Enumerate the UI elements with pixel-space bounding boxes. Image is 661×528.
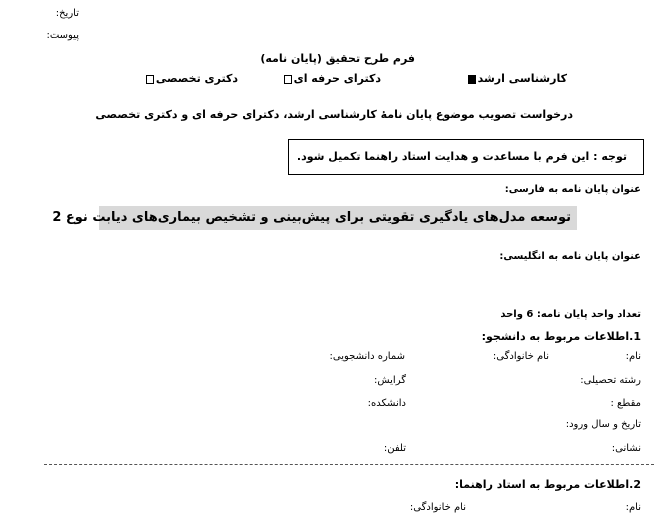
request-heading: درخواست تصویب موضوع پایان نامهٔ کارشناسی ارشد، دکترای حرفه ای و دکتری تخصصی (95, 108, 573, 121)
degree-option-label: دکتری تخصصی (155, 72, 238, 85)
checkbox-empty-icon[interactable] (146, 75, 154, 84)
title-fa-label: عنوان پایان نامه به فارسی: (504, 184, 641, 195)
attachment-label: پیوست: (46, 30, 79, 41)
degree-option-masters[interactable] (466, 72, 567, 85)
form-title: فرم طرح تحقیق (پایان نامه) (260, 52, 415, 65)
degree-option-phd[interactable] (144, 72, 238, 85)
degree-option-label: دکترای حرفه ای (293, 72, 381, 85)
student-entry-date-label: تاریخ و سال ورود: (565, 419, 641, 430)
notice-text: توجه : این فرم با مساعدت و هدایت استاد راهنما تکمیل شود. (296, 150, 627, 163)
student-orientation-label: گرایش: (374, 375, 406, 386)
notice-box (288, 139, 644, 175)
student-family-name-label: نام خانوادگی: (492, 351, 549, 362)
checkbox-empty-icon[interactable] (284, 75, 292, 84)
date-label: تاریخ: (55, 8, 79, 19)
checkbox-checked-icon[interactable] (468, 75, 476, 84)
student-address-label: نشانی: (611, 443, 641, 454)
units-text: تعداد واحد پایان نامه: 6 واحد (500, 309, 641, 320)
student-level-label: مقطع : (610, 398, 641, 409)
student-number-label: شماره دانشجویی: (329, 351, 405, 362)
advisor-family-name-label: نام خانوادگی: (409, 502, 466, 513)
student-phone-label: تلفن: (383, 443, 406, 454)
title-fa-box[interactable] (52, 206, 577, 230)
title-fa-value: توسعه مدل‌های یادگیری تقویتی برای پیش‌بینی و تشخیص بیماری‌های دیابت نوع 2 (52, 210, 571, 225)
degree-option-professional-doctorate[interactable] (282, 72, 381, 85)
student-name-label: نام: (625, 351, 641, 362)
advisor-name-label: نام: (625, 502, 641, 513)
student-faculty-label: دانشکده: (367, 398, 406, 409)
student-section-heading: 1.اطلاعات مربوط به دانشجو: (481, 330, 641, 343)
degree-option-label: کارشناسی ارشد (477, 72, 567, 85)
student-field-label: رشته تحصیلی: (580, 375, 641, 386)
title-en-label: عنوان پایان نامه به انگلیسی: (499, 251, 641, 262)
section-divider (44, 464, 654, 465)
advisor-section-heading: 2.اطلاعات مربوط به استاد راهنما: (454, 478, 641, 491)
